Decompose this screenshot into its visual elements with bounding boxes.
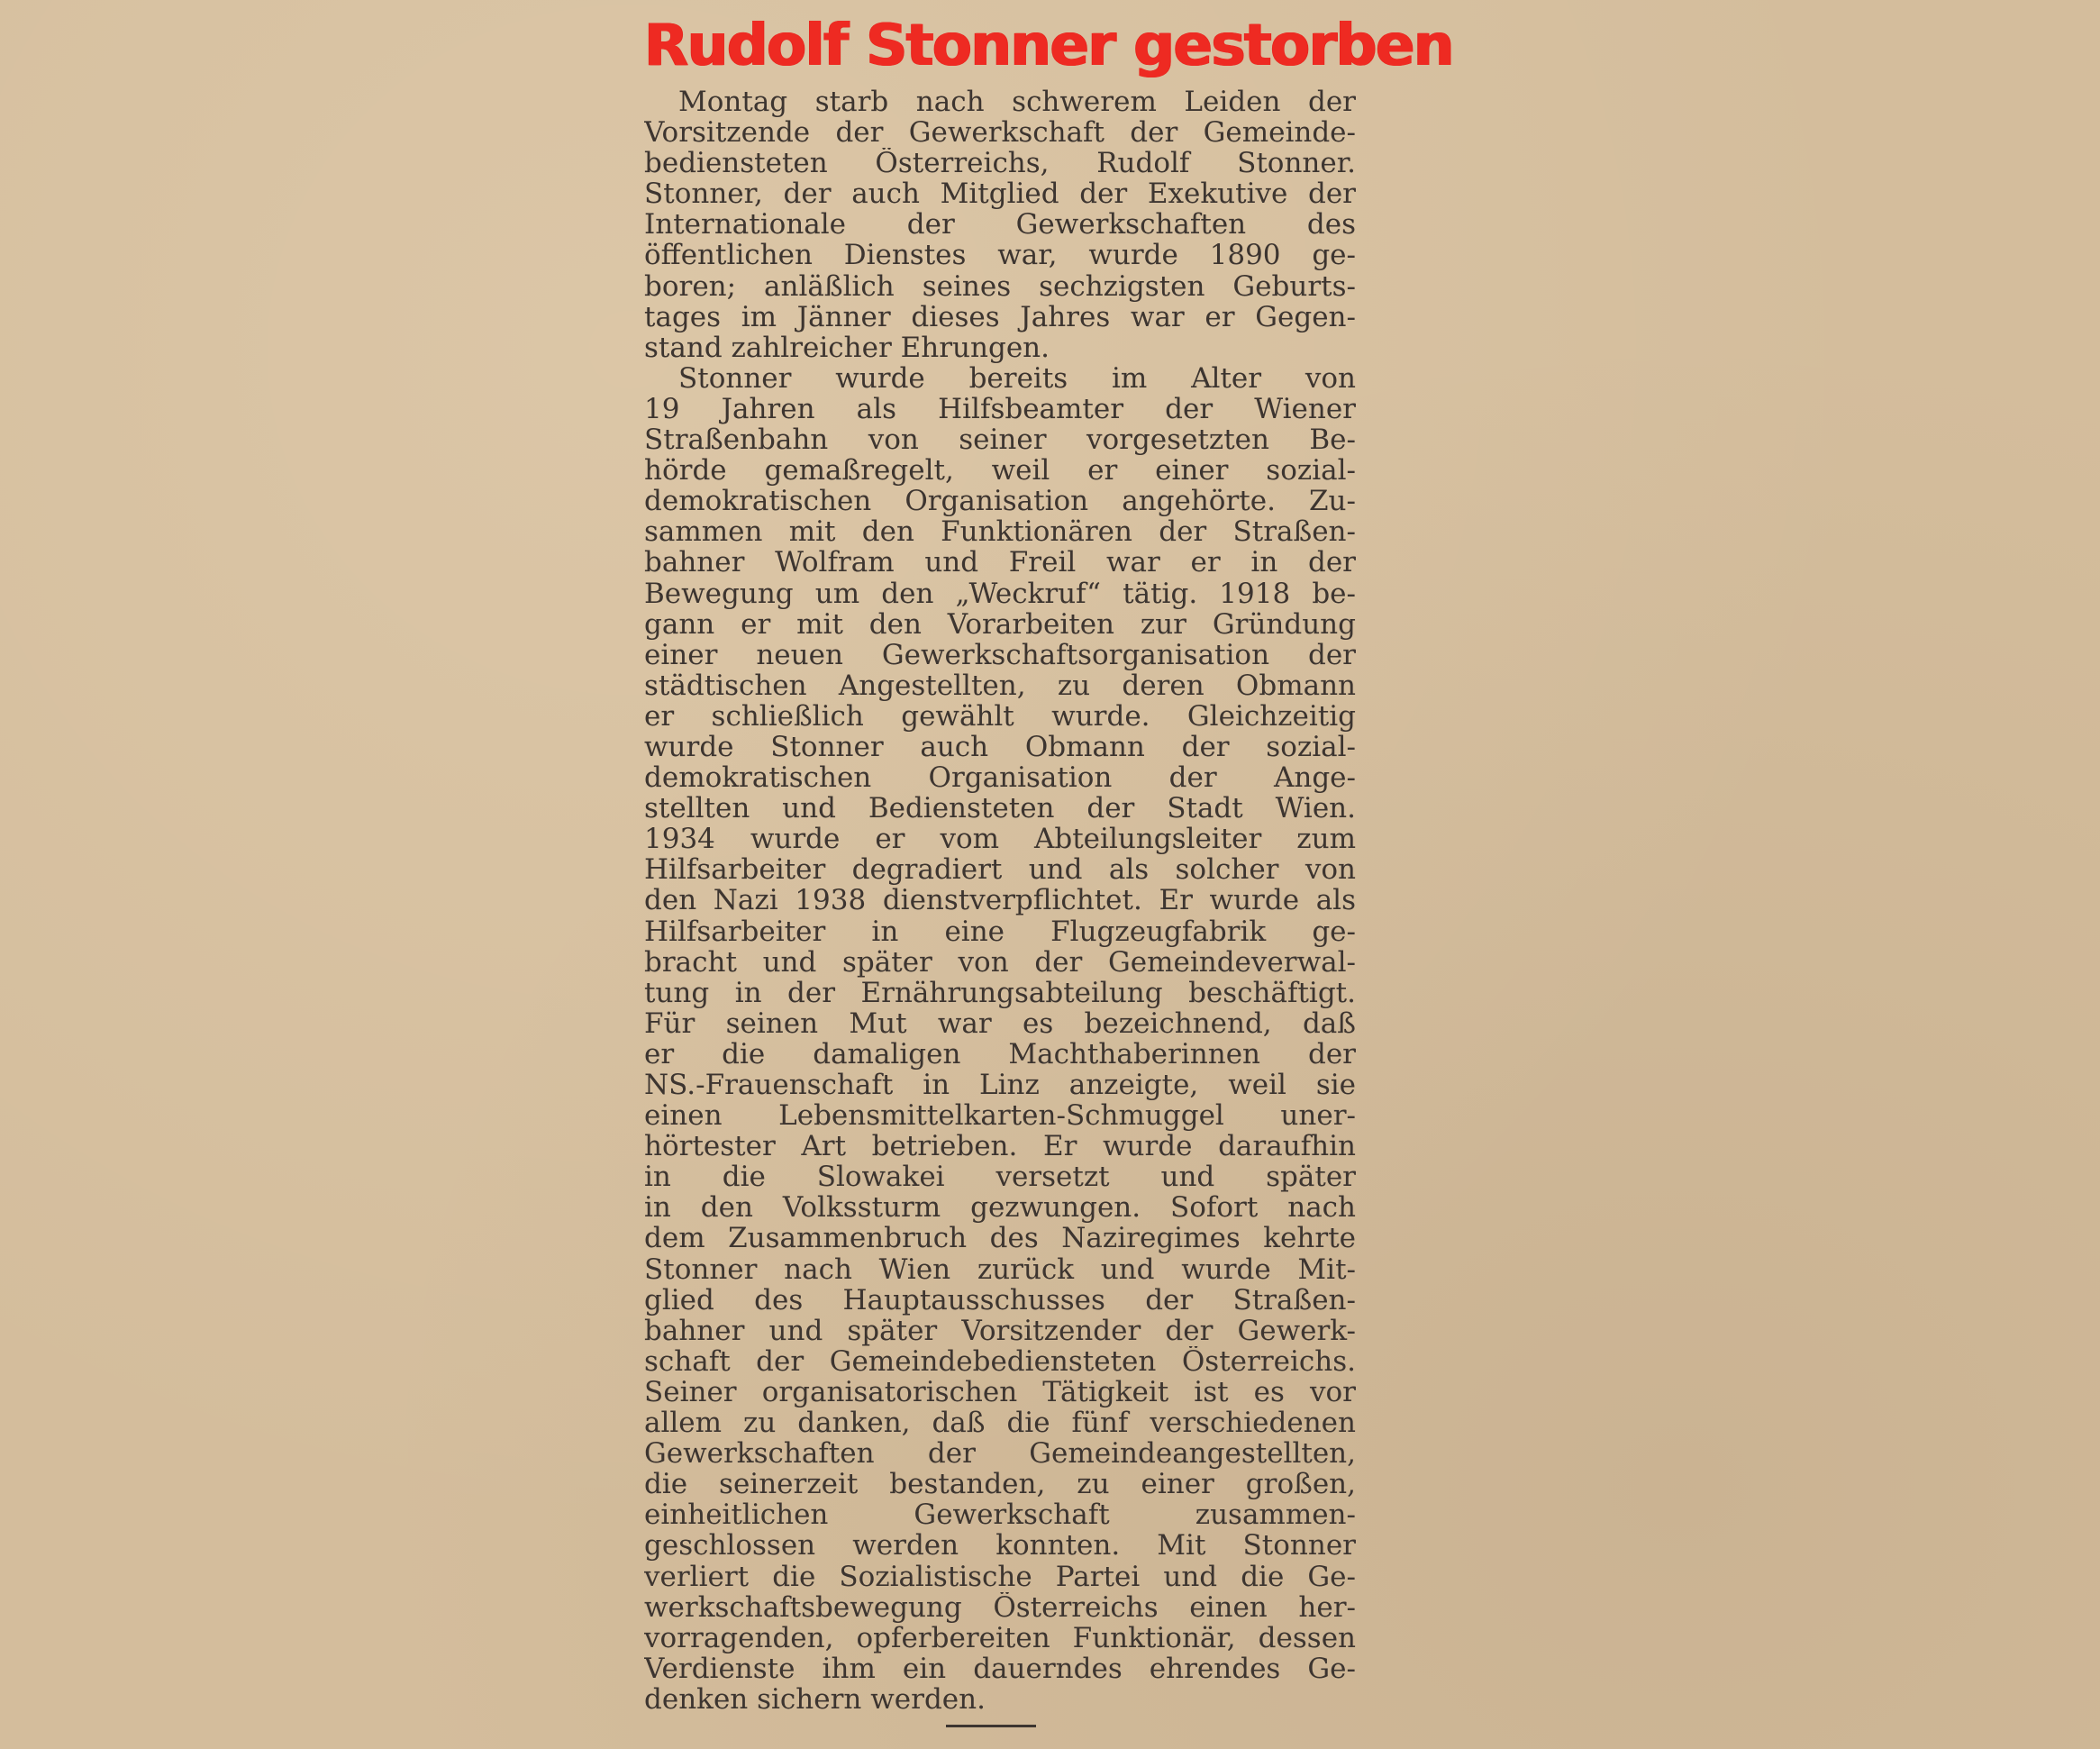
- text-line: bediensteten Österreichs, Rudolf Stonner.: [644, 148, 1356, 179]
- text-line: verliert die Sozialistische Partei und die Ge-: [644, 1561, 1356, 1592]
- text-line: tung in der Ernährungsabteilung beschäftigt.: [644, 977, 1356, 1008]
- text-line: Internationale der Gewerkschaften des: [644, 209, 1356, 241]
- text-line: 1934 wurde er vom Abteilungsleiter zum: [644, 824, 1356, 855]
- text-line: demokratischen Organisation der Ange-: [644, 762, 1356, 794]
- text-line: boren; anläßlich seines sechzigsten Geburts-: [644, 270, 1356, 302]
- text-line: Stonner, der auch Mitglied der Exekutive der: [644, 178, 1356, 210]
- text-line: schaft der Gemeindebediensteten Österreichs.: [644, 1345, 1356, 1377]
- text-line: wurde Stonner auch Obmann der sozial-: [644, 731, 1356, 763]
- text-line: Verdienste ihm ein dauerndes ehrendes Ge-: [644, 1653, 1356, 1684]
- text-line: Stonner wurde bereits im Alter von: [678, 362, 1356, 394]
- newspaper-clipping: [635, 11, 1453, 1741]
- text-line: stand zahlreicher Ehrungen.: [644, 332, 1050, 363]
- text-line: 19 Jahren als Hilfsbeamter der Wiener: [644, 393, 1356, 425]
- end-rule: [946, 1725, 1036, 1727]
- text-line: sammen mit den Funktionären der Straßen-: [644, 516, 1356, 548]
- text-line: Bewegung um den „Weckruf“ tätig. 1918 be-: [644, 578, 1356, 609]
- text-line: Hilfsarbeiter in eine Flugzeugfabrik ge-: [644, 915, 1356, 947]
- text-line: einen Lebensmittelkarten-Schmuggel uner-: [644, 1100, 1356, 1132]
- text-line: öffentlichen Dienstes war, wurde 1890 ge-: [644, 240, 1356, 271]
- text-line: vorragenden, opferbereiten Funktionär, dessen: [644, 1622, 1356, 1653]
- text-line: den Nazi 1938 dienstverpflichtet. Er wurde als: [644, 885, 1356, 916]
- paragraph: [644, 363, 1356, 1715]
- text-line: glied des Hauptausschusses der Straßen-: [644, 1284, 1356, 1316]
- text-line: Seiner organisatorischen Tätigkeit ist es vor: [644, 1376, 1356, 1408]
- text-line: einer neuen Gewerkschaftsorganisation der: [644, 639, 1356, 670]
- text-line: städtischen Angestellten, zu deren Obmann: [644, 670, 1356, 701]
- text-line: Vorsitzende der Gewerkschaft der Gemeinde-: [644, 117, 1356, 149]
- text-line: bracht und später von der Gemeindeverwal-: [644, 946, 1356, 978]
- text-line: er schließlich gewählt wurde. Gleichzeitig: [644, 700, 1356, 732]
- text-line: NS.-Frauenschaft in Linz anzeigte, weil sie: [644, 1070, 1356, 1101]
- text-line: er die damaligen Machthaberinnen der: [644, 1038, 1356, 1070]
- text-line: gann er mit den Vorarbeiten zur Gründung: [644, 608, 1356, 640]
- text-line: Für seinen Mut war es bezeichnend, daß: [644, 1007, 1356, 1039]
- text-line: bahner Wolfram und Freil war er in der: [644, 547, 1356, 578]
- text-line: dem Zusammenbruch des Naziregimes kehrte: [644, 1223, 1356, 1254]
- text-line: werkschaftsbewegung Österreichs einen her-: [644, 1591, 1356, 1623]
- text-line: hörde gemaßregelt, weil er einer sozial-: [644, 455, 1356, 487]
- headline: Rudolf Stonner gestorben: [644, 13, 1453, 79]
- text-line: die seinerzeit bestanden, zu einer großen,: [644, 1469, 1356, 1500]
- paragraph: [644, 87, 1356, 363]
- text-line: demokratischen Organisation angehörte. Zu-: [644, 486, 1356, 517]
- text-line: geschlossen werden konnten. Mit Stonner: [644, 1530, 1356, 1562]
- article-body: [644, 87, 1356, 1715]
- text-line: Gewerkschaften der Gemeindeangestellten,: [644, 1438, 1356, 1470]
- text-line: in die Slowakei versetzt und später: [644, 1161, 1356, 1193]
- text-line: Montag starb nach schwerem Leiden der: [678, 87, 1356, 118]
- text-line: Straßenbahn von seiner vorgesetzten Be-: [644, 424, 1356, 456]
- text-line: hörtester Art betrieben. Er wurde daraufhin: [644, 1131, 1356, 1162]
- text-line: Hilfsarbeiter degradiert und als solcher von: [644, 854, 1356, 886]
- text-line: denken sichern werden.: [644, 1683, 986, 1715]
- text-line: bahner und später Vorsitzender der Gewerk-: [644, 1315, 1356, 1346]
- text-line: Stonner nach Wien zurück und wurde Mit-: [644, 1253, 1356, 1285]
- text-line: in den Volkssturm gezwungen. Sofort nach: [644, 1192, 1356, 1224]
- text-line: einheitlichen Gewerkschaft zusammen-: [644, 1499, 1356, 1531]
- text-line: stellten und Bediensteten der Stadt Wien.: [644, 793, 1356, 824]
- text-line: allem zu danken, daß die fünf verschiedenen: [644, 1407, 1356, 1439]
- text-line: tages im Jänner dieses Jahres war er Gegen-: [644, 301, 1356, 332]
